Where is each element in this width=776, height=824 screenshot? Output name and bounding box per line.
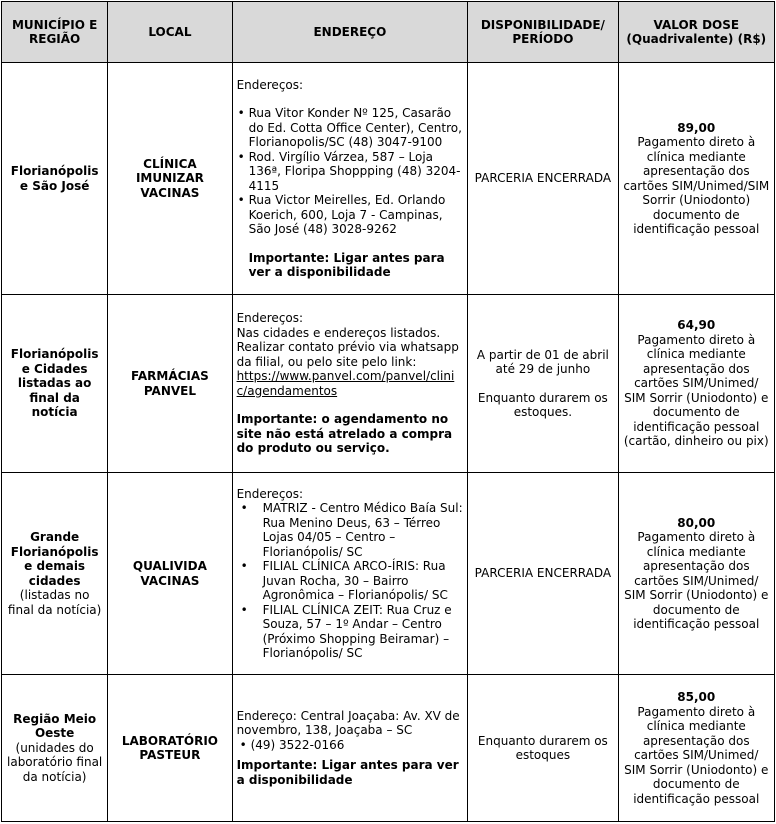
importante-note: Importante: Ligar antes para ver a disponibilidade [248,250,445,279]
municipio-name: Região Meio Oeste [13,711,97,741]
address-item: • Rua Vitor Konder Nº 125, Casarão do Ed. Cotta Office Center), Centro, Florianopolis/SC (48) 3047-9100 [249,106,464,150]
disponibilidade-extra: Enquanto durarem os estoques. [477,390,608,419]
payment-info: Pagamento direto à clínica mediante apresentação dos cartões SIM/Unimed/SIM Sorrir (Uniodonto) documento de identificação pessoal [623,135,770,236]
endereco-intro: Endereços: [236,77,304,92]
endereco-intro: Endereços: [236,486,304,501]
endereco-text: Endereço: Central Joaçaba: Av. XV de novembro, 138, Joaçaba – SC [236,708,460,738]
municipio-cell [2,675,108,822]
header-valor: VALOR DOSE (Quadrivalente) (R$) [618,2,774,63]
payment-info: Pagamento direto à clínica mediante apresentação dos cartões SIM/Unimed/ SIM Sorrir (Uniodonto) e documento de identificação pessoal [624,704,769,806]
municipio-cell: Florianópolis e Cidades listadas ao final da notícia [2,295,108,473]
header-municipio: MUNICÍPIO E REGIÃO [2,2,108,63]
header-local: LOCAL [108,2,232,63]
table-row [2,473,775,675]
importante-note: Importante: o agendamento no site não está atrelado a compra do produto ou serviço. [236,412,453,456]
address-item: • MATRIZ - Centro Médico Baía Sul: Rua Menino Deus, 63 – Térreo Lojas 04/05 – Centro – Florianópolis/ SC [263,501,464,559]
price-value: 64,90 [677,318,716,333]
valor-cell [618,473,774,675]
disponibilidade-cell: Enquanto durarem os estoques [468,675,618,822]
valor-cell [618,63,774,295]
address-item: • FILIAL CLÍNICA ARCO-ÍRIS: Rua Juvan Rocha, 30 – Bairro Agronômica – Florianópolis/ SC [263,559,464,603]
address-list [237,501,464,661]
endereco-cell [232,675,468,822]
valor-cell [618,295,774,473]
address-item: • (49) 3522-0166 [251,738,464,753]
price-value: 80,00 [677,515,716,530]
address-item: • Rua Victor Meirelles, Ed. Orlando Koerich, 600, Loja 7 - Campinas, São José (48) 3028-9262 [249,193,464,237]
local-cell: LABORATÓRIO PASTEUR [108,675,232,822]
payment-info: Pagamento direto à clínica mediante apresentação dos cartões SIM/Unimed/ SIM Sorrir (Uniodonto) e documento de identificação pessoal (cartão, dinheiro ou pix) [623,332,769,449]
address-list [237,738,464,753]
price-value: 85,00 [677,690,716,704]
table-row [2,295,775,473]
table-row [2,63,775,295]
municipio-note: (unidades do laboratório final da notícia) [7,740,103,784]
panvel-scheduling-link[interactable]: https://www.panvel.com/panvel/clinic/agendamentos [236,369,455,398]
table-row [2,675,775,822]
municipio-cell: Florianópolis e São José [2,63,108,295]
valor-cell [618,675,774,822]
disponibilidade-period: A partir de 01 de abril até 29 de junho [476,347,609,376]
address-list [237,106,464,237]
disponibilidade-cell [468,295,618,473]
local-cell: CLÍNICA IMUNIZAR VACINAS [108,63,232,295]
importante-note: Importante: Ligar antes para ver a disponibilidade [236,758,459,787]
disponibilidade-cell: PARCERIA ENCERRADA [468,473,618,675]
endereco-intro: Endereços: [236,311,304,326]
disponibilidade-cell: PARCERIA ENCERRADA [468,63,618,295]
table-header-row [2,2,775,63]
endereco-text: Nas cidades e endereços listados. Realizar contato prévio via whatsapp da filial, ou pelo site pelo link: [236,325,459,369]
local-cell: FARMÁCIAS PANVEL [108,295,232,473]
municipio-note: (listadas no final da notícia) [7,588,102,617]
endereco-cell [232,295,468,473]
endereco-cell [232,473,468,675]
payment-info: Pagamento direto à clínica mediante apresentação dos cartões SIM/Unimed/ SIM Sorrir (Uniodonto) e documento de identificação pessoal [624,530,769,631]
header-disponibilidade: DISPONIBILIDADE/ PERÍODO [468,2,618,63]
local-cell: QUALIVIDA VACINAS [108,473,232,675]
vaccine-partners-table [1,1,775,822]
address-item: • Rod. Virgílio Várzea, 587 – Loja 136ª, Floripa Shoppping (48) 3204-4115 [249,150,464,194]
header-endereco: ENDEREÇO [232,2,468,63]
price-value: 89,00 [677,120,716,135]
address-item: • FILIAL CLÍNICA ZEIT: Rua Cruz e Souza, 57 – 1º Andar – Centro (Próximo Shopping Beiramar) – Florianópolis/ SC [263,603,464,661]
municipio-cell [2,473,108,675]
endereco-cell [232,63,468,295]
municipio-name: Grande Florianópolis e demais cidades [10,530,99,588]
